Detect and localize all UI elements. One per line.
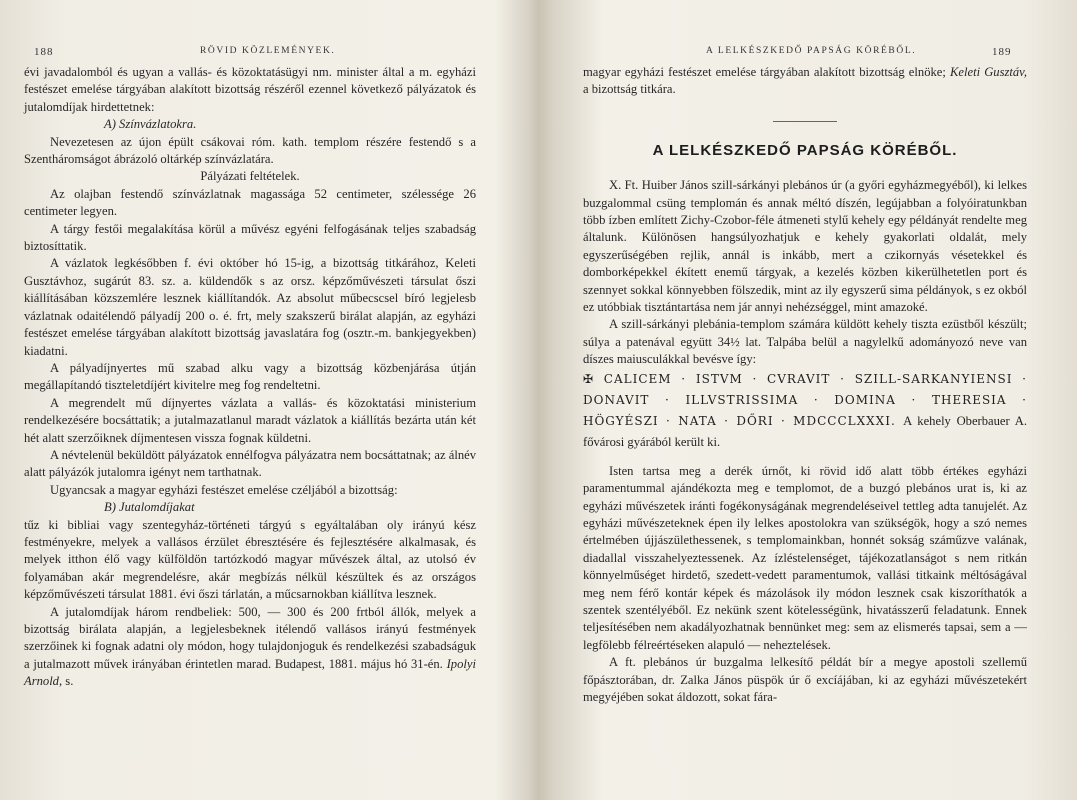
paragraph: Nevezetesen az újon épült csákovai róm. kath. templom részére festendő s a Szentháromságot ábrázoló oltárkép színvázlatára.: [24, 134, 476, 167]
paragraph-text: A jutalomdíjak három rendbeliek: 500, — 300 és 200 frtból állók, melyek a bizottság birálata alapján, a legjelesbeknek itélendő vallásos irányú festmények szerzőinek ki fognak adatni oly módon, hogy tulajdonjoguk és rendelkezési szabadságuk a jutalmazott művek irányában érintetlen marad. Budapest, 1881. május hó 31-én.: [24, 604, 476, 671]
article-heading: A LELKÉSZKEDŐ PAPSÁG KÖRÉBŐL.: [652, 141, 958, 159]
section-heading: Pályázati feltételek.: [200, 169, 300, 184]
right-page-text: [583, 64, 1027, 706]
paragraph-text: magyar egyházi festészet emelése tárgyában alakított bizottság elnöke;: [583, 65, 946, 79]
left-page: [0, 0, 530, 800]
running-title: RÖVID KÖZLEMÉNYEK.: [200, 46, 336, 56]
paragraph: X. Ft. Huiber János szill-sárkányi plebános úr (a győri egyházmegyéből), ki lelkes buzgalommal csüng templomán és annak méltó díszén, legújabban a folyóiratunkban több ízben említett Zichy-Czobor-féle átmeneti stylű kehely egy példányát rendelte meg általunk. Különösen hangsúlyozhatjuk e kehely gyakorlati oldalát, mely egyszerűségében rejlik, annál is inkább, mert a czikornyás vésetekkel és domborképekkel ékített enemű tárgyak, a kezelés közben kikerülhetetlen port és szennyet sokkal könnyebben fölszedik, mint az ily egyszerű sima példányok, s ez okból ez utóbbiak tisztántartása nem jár annyi nehézséggel, mint amazoké.: [583, 178, 1027, 315]
right-page: [540, 0, 1077, 800]
signature: Ipolyi Arnold,: [24, 656, 476, 689]
paragraph: tűz ki bibliai vagy szentegyház-történeti tárgyú s egyáltalában oly irányú kész festményekre, melyek a vallásos érzület ébresztésére és fejlesztésére alkalmasak, és melyek itthon élő vagy külföldön tartózkodó magyar művészek által, az utolsó év folyamában akár megrendelésre, akár megbízás nélkül készültek és az országos képzőművészeti társulat 1881. évi őszi tárlatán, a műcsarnokban kiállítva lesznek.: [24, 517, 476, 602]
paragraph: Ugyancsak a magyar egyházi festészet emelése czéljából a bizottság:: [50, 482, 398, 497]
spacer: [583, 453, 1027, 463]
inscription-text: ✠ CALICEM · ISTVM · CVRAVIT · SZILL-SARKANYIENSI · DONAVIT · ILLVSTRISSIMA · DOMINA · THERESIA · HÖGYÉSZI · NATA · DŐRI · MDCCCLXXXI.: [583, 371, 1027, 428]
paragraph: Isten tartsa meg a derék úrnőt, ki rövid idő alatt több értékes egyházi paramentummal ajándékozta meg e templomot, de a buzgó plebános urat is, ki az egyházi művészetek iránti fogékonyságának megrendeléseivel tettleg adta tanujelét. Az egyházi művészeteknek épen ily lelkes apostolokra van szükségök, hogy a szó nemes értelmében újjászülethessenek, s templomainkban, honnét sokság száműzve valának, diadallal visszahelyeztessenek. Az ízléstelenséget, tájékozatlanságot s nem ritkán könnyelműséget hirdető, szedett-vedett paramentumok, vallási titkaink méltóságával meg nem férő kontár képek és mázolások ily módon lesznek csak kiszoríthatók a szentek szentélyéből. Ez nekünk szent kötelességünk, hivatásszerű feladatunk. Ennek teljesítésében nem akadályozhatnak bennünket meg: sem az elismerés tapsai, sem a — legfölebb félreértéseken alapuló — neheztelések.: [583, 463, 1027, 652]
paragraph: A ft. plebános úr buzgalma lelkesítő példát bír a megye apostoli szellemű főpásztorában, dr. Zalka János püspök úr ő excíájában, ki az egyházi művészetekért megyéjében sokat áldozott, sokat fára-: [583, 655, 1027, 704]
paragraph-text: A kehely Oberbauer A. fővárosi gyárából került ki.: [583, 413, 1027, 449]
paragraph: Az olajban festendő színvázlatnak magassága 52 centimeter, szélessége 26 centimeter legyen.: [24, 186, 476, 219]
divider: [773, 121, 837, 122]
section-heading: A) Színvázlatokra.: [104, 117, 197, 132]
inscription: [583, 369, 1027, 453]
paragraph: A névtelenül beküldött pályázatok ennélfogva pályázatra nem bocsáttatnak; az álnév alatt pályázók jutalomra igényt nem tarthatnak.: [24, 447, 476, 480]
paragraph: A megrendelt mű díjnyertes vázlata a vallás- és közoktatási ministerium rendelkezésére bocsáttatik; a jutalmazatlanul maradt vázlatok a kiállítás bezárta után két hét alatt szerzőiknek díjmentesen vissza fognak küldetni.: [24, 395, 476, 445]
paragraph: A tárgy festői megalakítása körül a művész egyéni felfogásának teljes szabadság biztosíttatik.: [24, 221, 476, 254]
signature-suffix: s.: [65, 674, 74, 689]
paragraph: évi javadalomból és ugyan a vallás- és közoktatásügyi nm. minister által a m. egyházi festészet emelése tárgyában alakított bizottság részéről ezennel következő pályázatok és jutalomdíjak hirdettetnek:: [24, 65, 476, 114]
paragraph: A szill-sárkányi plebánia-templom számára küldött kehely tiszta ezüstből készült; súlya a patenával együtt 34½ lat. Talpába belül a nagylelkű adományozó neve van díszes maiusculákkal bevésve így:: [583, 317, 1027, 367]
paragraph: A pályadíjnyertes mű szabad alku vagy a bizottság közbenjárása útján megállapítandó tiszteletdíjért kivitelre meg fog rendeltetni.: [24, 360, 476, 393]
left-page-text: [24, 64, 476, 691]
paragraph-text: a bizottság titkára.: [583, 82, 676, 97]
section-heading: B) Jutalomdíjakat: [104, 500, 195, 515]
signature: Keleti Gusztáv,: [950, 65, 1027, 79]
paragraph: A vázlatok legkésőbben f. évi október hó 15-ig, a bizottság titkárához, Keleti Gusztávhoz, sugárút 83. sz. a. küldendők s az orsz. képzőművészeti társulat őszi kiállításában közszemlére lesznek kiállítandók. Az absolut műbecscsel bíró legjelesb vázlatnak odaitélendő pályadíj 200 o. é. frt, mely szakszerű birálat alapján, az egyházi festészet emelése tárgyában alakított bizottság javaslatára fog (osztr.-m. bankjegyekben) kiadatni.: [24, 256, 476, 358]
paragraph: [583, 64, 1027, 99]
page-number: 189: [992, 46, 1012, 58]
paragraph: [24, 604, 476, 691]
running-title: A LELKÉSZKEDŐ PAPSÁG KÖRÉBŐL.: [706, 46, 917, 56]
page-number: 188: [34, 46, 54, 58]
